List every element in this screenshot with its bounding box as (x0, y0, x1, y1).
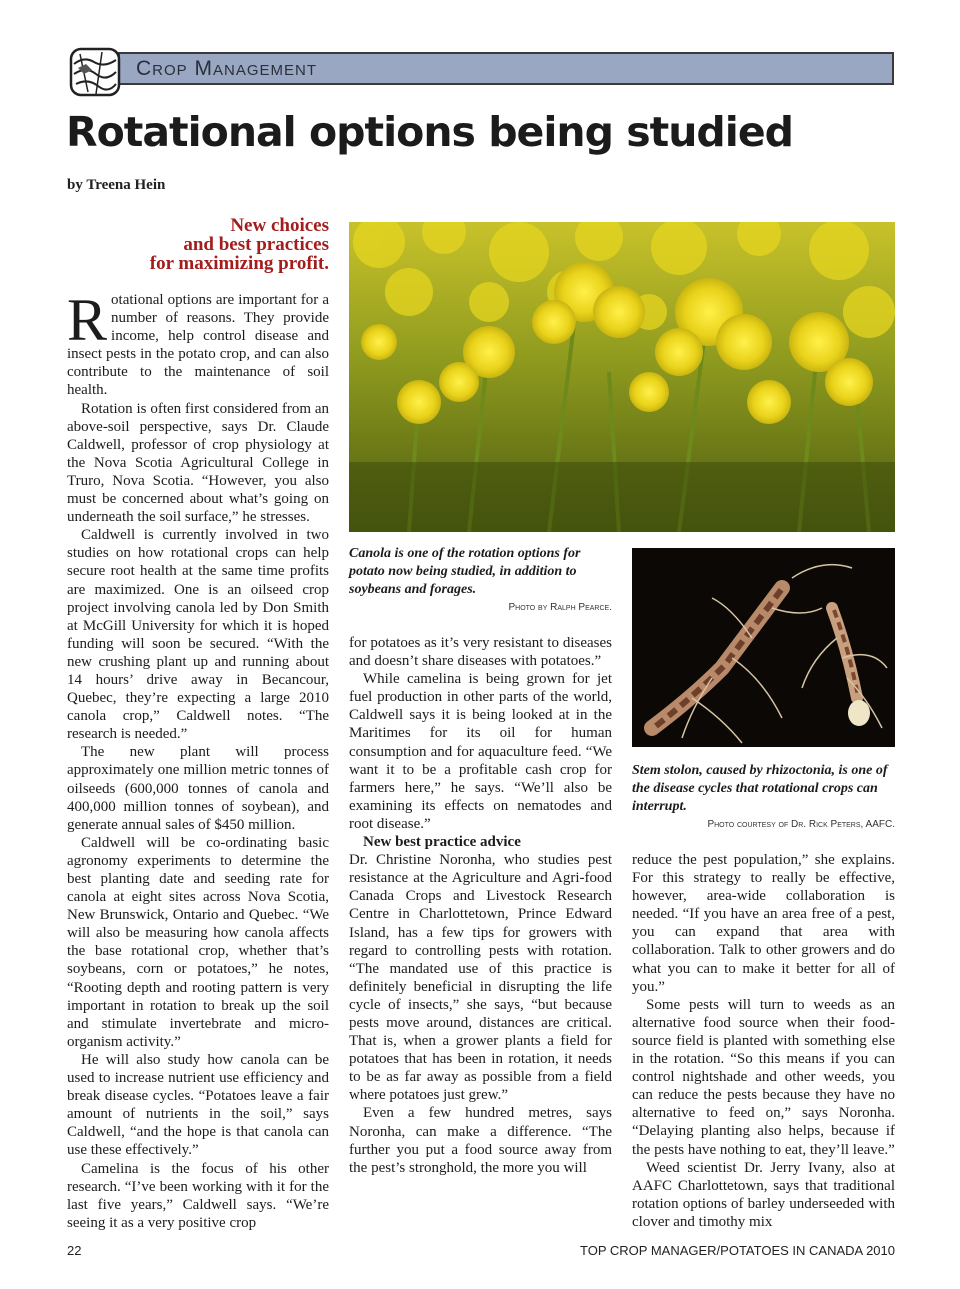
paragraph: The new plant will process approximately one million metric tonnes of oilseeds (600,000 tonnes of canola and 400,000 million tonnes of soybean), and generate annual sales of $450 million. (67, 744, 329, 833)
drop-cap: R (67, 291, 108, 353)
paragraph: reduce the pest population,” she explains. For this strategy to really be effective, however, area-wide collaboration is needed. “If you have an area free of a pest, you can expand that area with collaboration. Talk to other growers and do what you can to make it better for all of you.” (632, 852, 895, 995)
article-column-1 (67, 291, 329, 1237)
paragraph: Caldwell is currently involved in two studies on how rotational crops can help secure root health at the same time profits are maximized. One is an oilseed crop project involving canola led by Don Smith at McGill University for which it is hoped funding will soon be secured. “With the new crushing plant up and running about 14 hours’ drive away in Becancour, Quebec, they’re expecting a large 2010 canola crop,” Caldwell notes. “The research is needed.” (67, 527, 329, 743)
deck (67, 216, 329, 273)
article-column-2 (349, 634, 612, 1238)
photo-caption: Stem stolon, caused by rhizoctonia, is one of the disease cycles that rotational crops can interrupt. (632, 763, 888, 814)
paragraph: Dr. Christine Noronha, who studies pest resistance at the Agriculture and Agri-food Canada Crops and Livestock Research Centre in Charlottetown, Prince Edward Island, has a few tips for growers with regard to controlling pests with rotation. “The mandated use of this practice is definitely beneficial in disrupting the life cycle of insects,” she says, “but because pests move around, distances are critical. That is, when a grower plants a field for potatoes that has been in rotation, it needs to be as far away as possible from a field where potatoes just grew.” (349, 852, 612, 1104)
publication-name: TOP CROP MANAGER/POTATOES IN CANADA 2010 (580, 1243, 895, 1258)
article-column-3 (632, 851, 895, 1237)
paragraph (67, 291, 329, 400)
section-title: Crop Management (136, 57, 318, 80)
stem-stolon-image (632, 548, 895, 747)
paragraph: for potatoes as it’s very resistant to diseases and doesn’t share diseases with potatoes.” (349, 635, 612, 670)
photo-caption: Canola is one of the rotation options for potato now being studied, in addition to soybeans and forages. (349, 546, 581, 597)
deck-line: for maximizing profit. (149, 253, 329, 274)
paragraph: Weed scientist Dr. Jerry Ivany, also at AAFC Charlottetown, says that traditional rotation options of barley underseeded with clover and timothy mix (632, 1159, 895, 1230)
deck-line: and best practices (183, 234, 329, 255)
field-map-icon (66, 44, 124, 100)
paragraph-text: otational options are important for a number of reasons. They provide income, help control disease and insect pests in the potato crop, and can also contribute to the maintenance of soil health. (67, 292, 329, 399)
photo-credit: Photo by Ralph Pearce. (508, 602, 612, 613)
paragraph: Caldwell will be co-ordinating basic agronomy experiments to determine the best planting date and seeding rate for canola at eight sites across Nova Scotia, New Brunswick, Ontario and Quebec. “We will also be measuring how canola affects the base rotational crop, whether that’s soybeans, corn or potatoes,” he notes, “Rooting depth and rooting pattern is very important in rotation to break up the soil and stimulate invertebrate and micro-organism activity.” (67, 834, 329, 1050)
paragraph: While camelina is being grown for jet fuel production in other parts of the world, Caldwell says it is being looked at in the Maritimes for its oil for human consumption and for aquaculture feed. “We want it to be a profitable cash crop for farmers here,” he says. “We’ll also be examining its effects on nematodes and root disease.” (349, 671, 612, 832)
headline: Rotational options being studied (66, 108, 793, 156)
paragraph: Camelina is the focus of his other research. “I’ve been working with it for the last five years,” Caldwell says. “We’re seeing it as a very positive crop (67, 1160, 329, 1231)
paragraph: Rotation is often first considered from an above-soil perspective, says Dr. Claude Caldwell, professor of crop physiology at the Nova Scotia Agricultural College in Truro, Nova Scotia. “However, you also must be concerned about what’s going on underneath the soil surface,” he stresses. (67, 400, 329, 526)
page-number: 22 (67, 1243, 82, 1258)
deck-line: New choices (230, 215, 329, 236)
subheading: New best practice advice (363, 834, 521, 851)
photo-credit: Photo courtesy of Dr. Rick Peters, AAFC. (707, 819, 895, 830)
paragraph: Even a few hundred metres, says Noronha, can make a difference. “The further you put a food source away from the pest’s stronghold, the more you will (349, 1105, 612, 1176)
canola-field-image (349, 222, 895, 532)
paragraph: Some pests will turn to weeds as an alternative food source when their food-source field is planted with something else in the rotation. “So this means if you can control nightshade and other weeds, you can reduce the pests because they have no alternative to feed on,” says Noronha. “Delaying planting also helps, because if the pests have nothing to eat, they’ll leave.” (632, 996, 895, 1158)
byline: by Treena Hein (67, 177, 166, 193)
paragraph: He will also study how canola can be used to increase nutrient use efficiency and break disease cycles. “Potatoes leave a fair amount of nutrients in the soil,” says Caldwell, “and the hope is that canola can use these effectively.” (67, 1051, 329, 1159)
canola-photo (349, 222, 895, 532)
stem-stolon-photo (632, 548, 895, 747)
section-bar (118, 52, 894, 85)
